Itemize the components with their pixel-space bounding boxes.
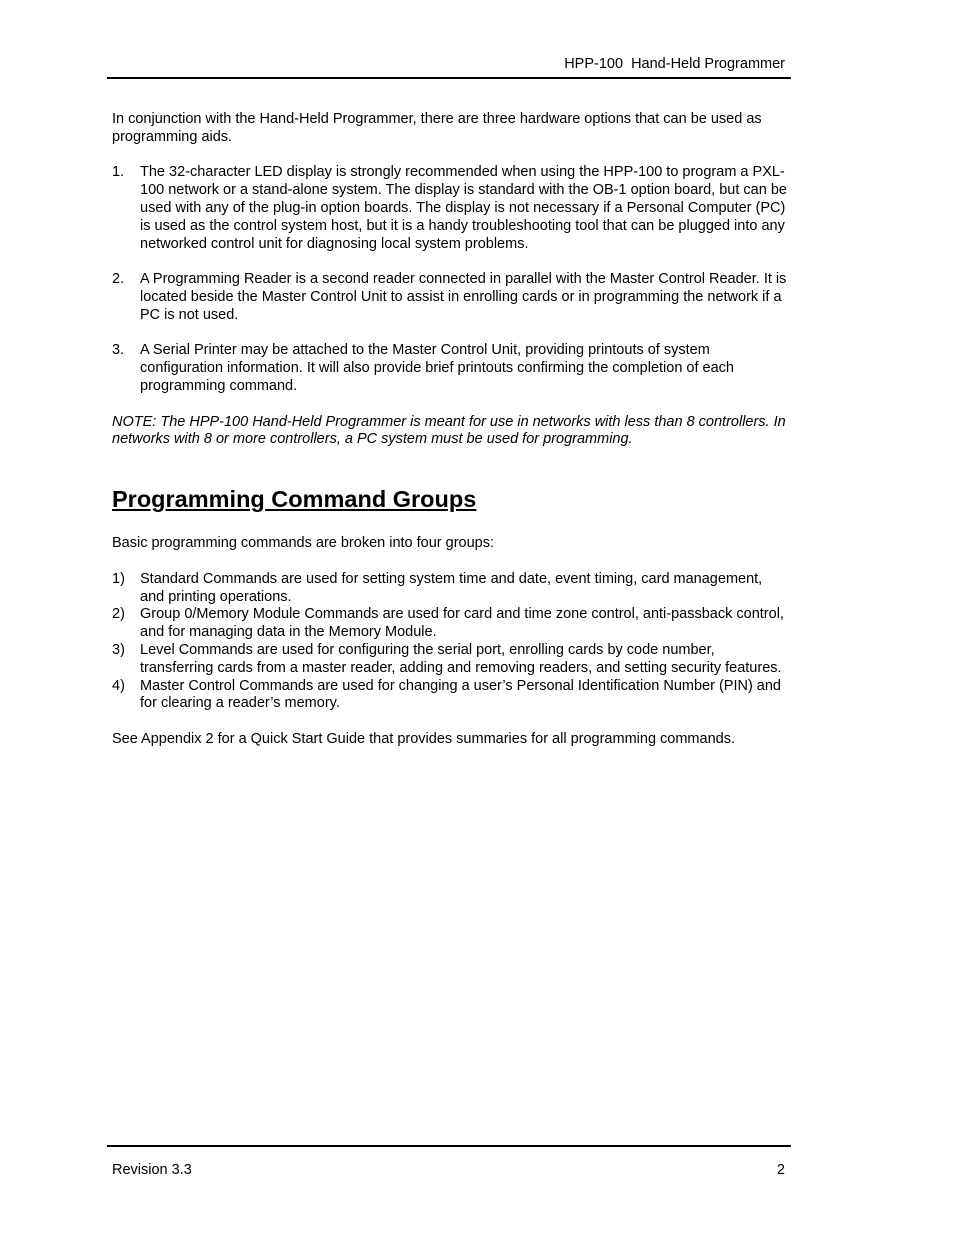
note-paragraph: NOTE: The HPP-100 Hand-Held Programmer is meant for use in networks with less than 8 controllers. In networks with 8 or more controllers, a PC system must be used for programming. [112,413,786,448]
list-item [112,342,788,395]
section-heading: Programming Command Groups [112,486,477,513]
list-item-number: 3) [112,641,125,658]
list-item-text: Master Control Commands are used for changing a user’s Personal Identification Number (PIN) and for clearing a reader’s memory. [140,677,781,712]
list-item-number: 1) [112,570,125,587]
list-item-number: 2. [112,271,125,288]
list-item-text: The 32-character LED display is strongly recommended when using the HPP-100 to program a PXL-100 network or a stand-alone system. The display is standard with the OB-1 option board, but can be used with any of the plug-in option boards. The display is not necessary if a Personal Computer (PC) is used as the control system host, but it is a handy troubleshooting tool that can be plugged into any networked control unit for diagnosing local system problems. [140,164,787,252]
list-item [112,678,788,714]
list-item-text: Standard Commands are used for setting system time and date, event timing, card management, and printing operations. [140,570,763,605]
list-item-text: Level Commands are used for configuring the serial port, enrolling cards by code number, transferring cards from a master reader, adding and removing readers, and setting security features. [140,641,782,676]
list-item-number: 3. [112,342,125,359]
page-number: 2 [776,1162,785,1178]
section-intro: Basic programming commands are broken into four groups: [112,535,495,552]
list-item-text: A Programming Reader is a second reader connected in parallel with the Master Control Reader. It is located beside the Master Control Unit to assist in enrolling cards or in programming the network if a PC is not used. [140,271,787,323]
page-content [112,111,788,767]
list-item-number: 2) [112,606,125,623]
list-item [112,164,788,253]
header-title: HPP-100 Hand-Held Programmer [564,56,785,72]
page-footer [107,1145,791,1187]
page-header [107,55,791,79]
list-item [112,571,788,607]
footer-revision: Revision 3.3 [112,1162,192,1178]
closing-paragraph: See Appendix 2 for a Quick Start Guide that provides summaries for all programming commands. [112,730,735,747]
command-groups-list [112,571,788,713]
list-item-text: A Serial Printer may be attached to the Master Control Unit, providing printouts of system configuration information. It will also provide brief printouts confirming the completion of each programming command. [140,342,734,394]
hardware-options-list [112,164,788,395]
list-item [112,606,788,642]
list-item-number: 4) [112,677,125,694]
list-item-text: Group 0/Memory Module Commands are used for card and time zone control, anti-passback control, and for managing data in the Memory Module. [140,606,784,641]
list-item [112,271,788,324]
list-item-number: 1. [112,164,125,181]
intro-paragraph: In conjunction with the Hand-Held Programmer, there are three hardware options that can be used as programming aids. [112,111,762,145]
list-item [112,642,788,678]
